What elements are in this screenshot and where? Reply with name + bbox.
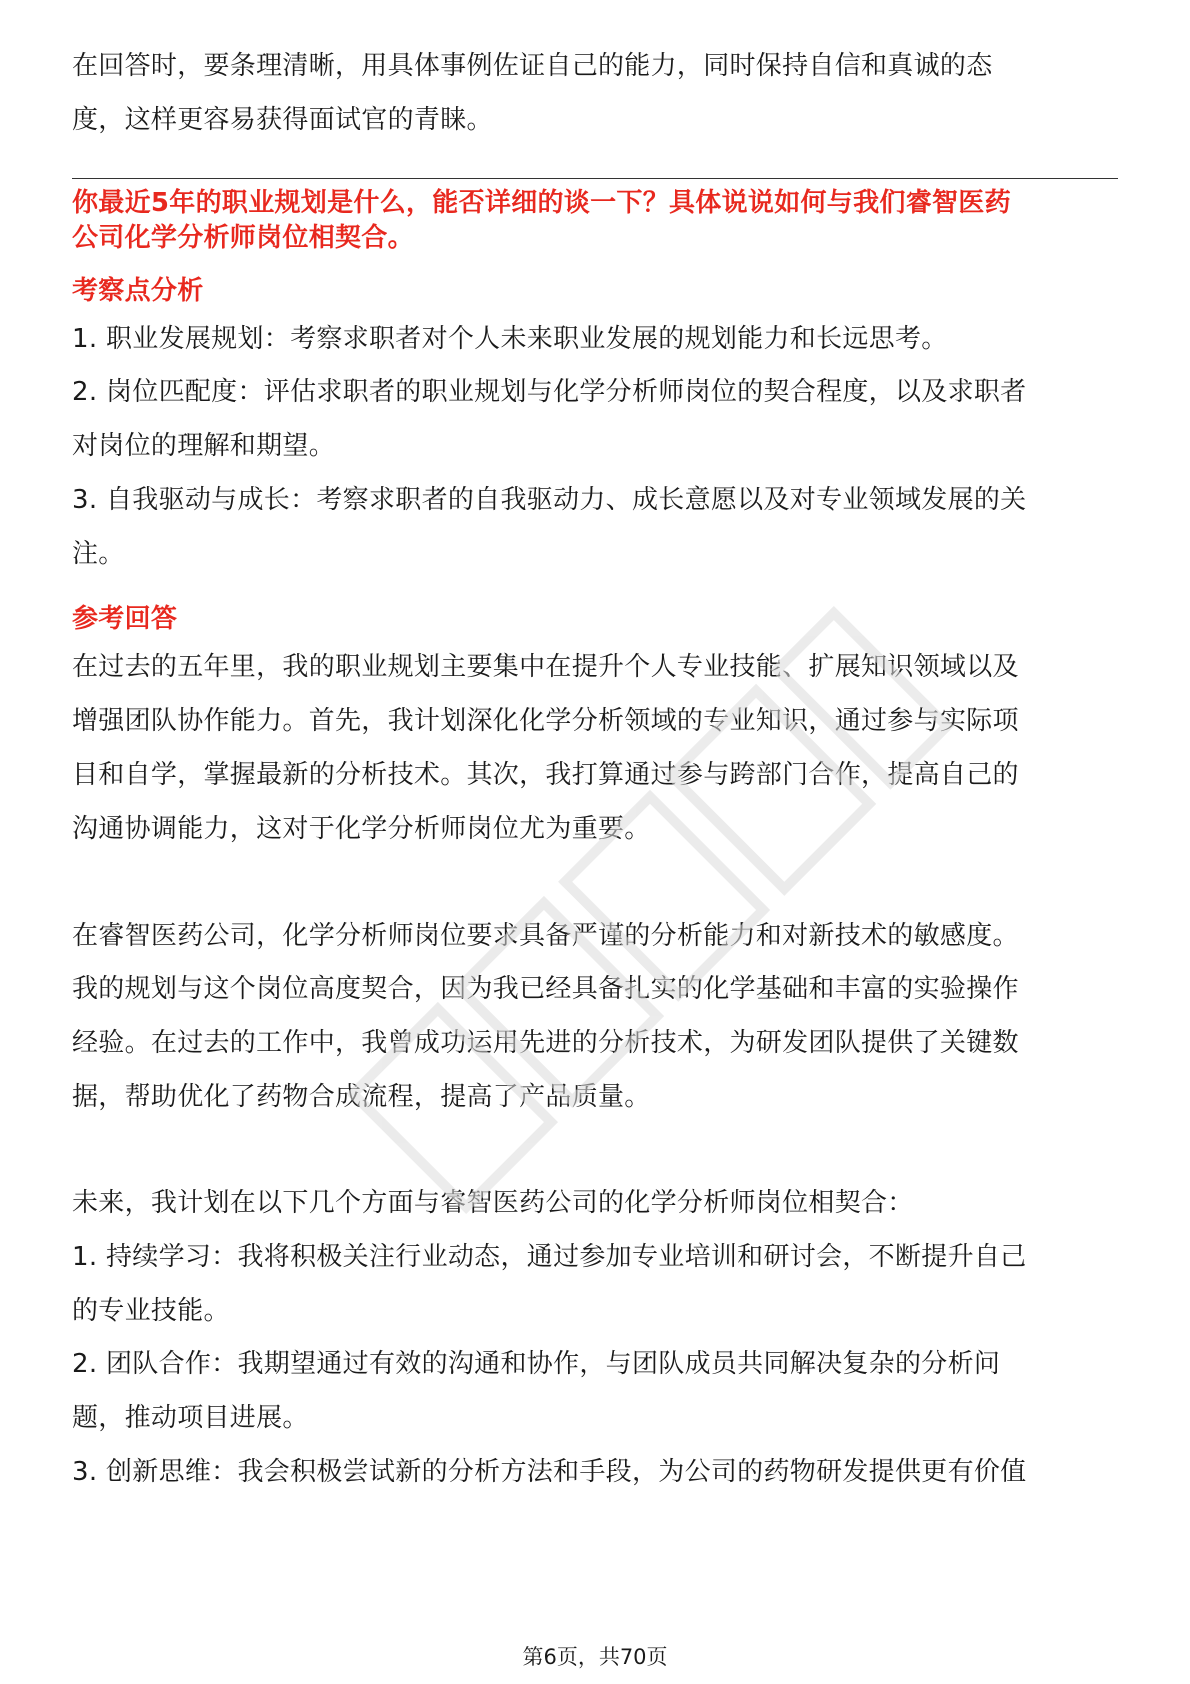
paragraph-line: 度，这样更容易获得面试官的青睐。	[72, 105, 493, 135]
section-heading-analysis: 考察点分析	[72, 276, 204, 306]
divider	[72, 178, 1118, 179]
list-item: 的专业技能。	[72, 1296, 230, 1326]
list-item: 1. 职业发展规划：考察求职者对个人未来职业发展的规划能力和长远思考。	[72, 324, 948, 354]
paragraph-line: 沟通协调能力，这对于化学分析师岗位尤为重要。	[72, 814, 651, 844]
section-heading-answer: 参考回答	[72, 604, 178, 634]
page-number: 第6页，共70页	[522, 1645, 668, 1669]
paragraph-line: 在回答时，要条理清晰，用具体事例佐证自己的能力，同时保持自信和真诚的态	[72, 51, 993, 81]
paragraph-line: 据，帮助优化了药物合成流程，提高了产品质量。	[72, 1082, 651, 1112]
paragraph-line: 经验。在过去的工作中，我曾成功运用先进的分析技术，为研发团队提供了关键数	[72, 1028, 1019, 1058]
list-item: 对岗位的理解和期望。	[72, 431, 336, 461]
question-line: 你最近5年的职业规划是什么，能否详细的谈一下？具体说说如何与我们睿智医药	[72, 188, 1011, 218]
question-line: 公司化学分析师岗位相契合。	[72, 223, 414, 253]
paragraph-line: 增强团队协作能力。首先，我计划深化化学分析领域的专业知识，通过参与实际项	[72, 706, 1019, 736]
list-item: 3. 自我驱动与成长：考察求职者的自我驱动力、成长意愿以及对专业领域发展的关	[72, 485, 1027, 515]
list-item: 3. 创新思维：我会积极尝试新的分析方法和手段，为公司的药物研发提供更有价值	[72, 1457, 1027, 1487]
paragraph-line: 我的规划与这个岗位高度契合，因为我已经具备扎实的化学基础和丰富的实验操作	[72, 974, 1019, 1004]
list-item: 2. 团队合作：我期望通过有效的沟通和协作，与团队成员共同解决复杂的分析问	[72, 1349, 1001, 1379]
list-item: 题，推动项目进展。	[72, 1403, 309, 1433]
paragraph-line: 在过去的五年里，我的职业规划主要集中在提升个人专业技能、扩展知识领域以及	[72, 652, 1019, 682]
list-item: 2. 岗位匹配度：评估求职者的职业规划与化学分析师岗位的契合程度，以及求职者	[72, 377, 1027, 407]
paragraph-line: 在睿智医药公司，化学分析师岗位要求具备严谨的分析能力和对新技术的敏感度。	[72, 921, 1019, 951]
list-item: 注。	[72, 539, 125, 569]
paragraph-line: 目和自学，掌握最新的分析技术。其次，我打算通过参与跨部门合作，提高自己的	[72, 760, 1019, 790]
paragraph-line: 未来，我计划在以下几个方面与睿智医药公司的化学分析师岗位相契合：	[72, 1188, 914, 1218]
list-item: 1. 持续学习：我将积极关注行业动态，通过参加专业培训和研讨会，不断提升自己	[72, 1242, 1027, 1272]
